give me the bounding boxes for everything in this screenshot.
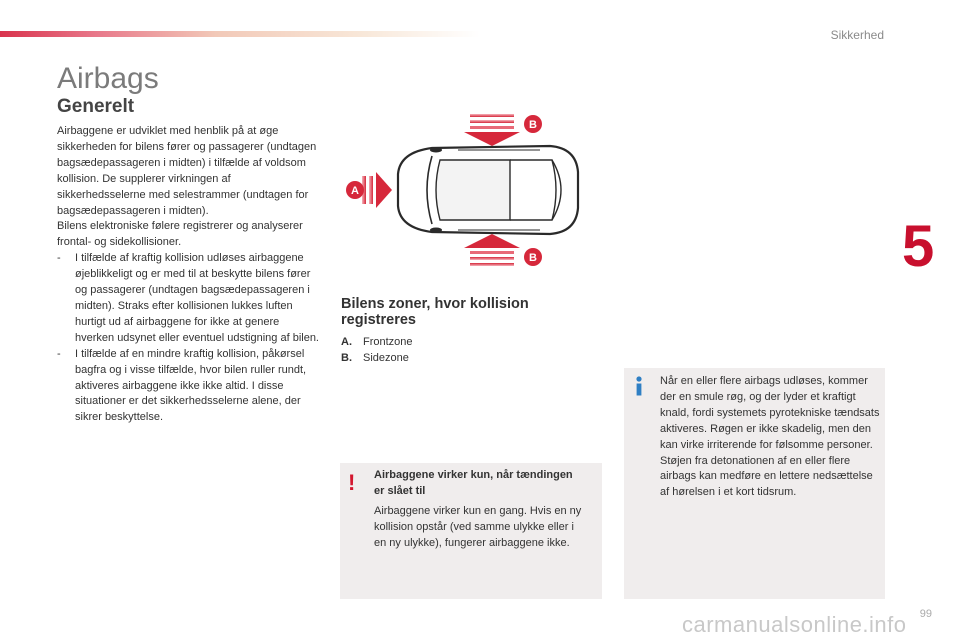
- page-title: Airbags: [57, 62, 159, 95]
- badge-label: A: [351, 185, 359, 197]
- chapter-number: 5: [902, 214, 935, 279]
- zone-label: A.: [341, 336, 352, 348]
- badge-label: B: [529, 119, 537, 131]
- bullet-marker: -: [57, 347, 61, 360]
- zone-badge-b-top: [524, 115, 542, 133]
- zone-badge-b-bottom: [524, 248, 542, 266]
- header-accent-bar: [0, 31, 480, 37]
- intro-paragraph: Airbaggene er udviklet med henblik på at øge sikkerheden for bilens fører og passagerer (undtagen bagsædepassageren i midten) i tilfælde af voldsom kollision. De supplerer virkningen af sikkerhedsselerne med selestrammer (undtagen for bagsædepassageren i midten).: [57, 125, 317, 217]
- bullet-item: [57, 347, 319, 427]
- zones-list: [341, 334, 413, 366]
- page-number: 99: [919, 608, 932, 620]
- warning-heading: Airbaggene virker kun, når tændingen er slået til: [374, 469, 573, 497]
- bullet-marker: -: [57, 252, 61, 265]
- zones-title: Bilens zoner, hvor kollision registreres: [341, 296, 529, 328]
- side-impact-arrow-bottom: [464, 234, 520, 266]
- front-impact-arrow: [362, 172, 392, 208]
- bullet-text: I tilfælde af en mindre kraftig kollision, påkørsel bagfra og i visse tilfælde, hvor bilen ruller rundt, aktiveres airbaggene ikke ikke altid. I disse situationer er det sikkerhedsselerne alene, der sikrer beskyttelse.: [75, 347, 307, 424]
- warning-icon: !: [348, 470, 356, 495]
- car-collision-zones-diagram: [340, 110, 580, 270]
- zone-text: Frontzone: [363, 336, 413, 348]
- bullet-text: I tilfælde af kraftig kollision udløses airbaggene øjeblikkeligt og er med til at beskytte bilens fører og passagerer (undtagen bagsædepassageren i midten). Straks efter kollisionen lukkes luften hurtigt ud af airbaggene for ikke at genere hverken udsynet eller eventuel udstigning af bilen.: [75, 252, 319, 344]
- info-text: Når en eller flere airbags udløses, kommer der en smule røg, og der lyder et kraftigt knald, fordi systemets pyrotekniske tændsats aktiveres. Røgen er ikke skadelig, men den kan virke irriterende for følsomme personer. Støjen fra detonationen af en eller flere airbags kan medføre en lettere nedsættelse af hørelsen i et kort tidsrum.: [660, 375, 880, 499]
- bullet-item: [57, 251, 319, 346]
- section-name: Sikkerhed: [830, 28, 884, 42]
- zone-item: [341, 350, 413, 366]
- zone-item: [341, 334, 413, 350]
- intro-text-column: [57, 124, 319, 426]
- watermark: carmanualsonline.info: [682, 612, 907, 637]
- zone-badge-a: [346, 181, 364, 199]
- section-subtitle: Generelt: [57, 96, 135, 117]
- info-icon: [634, 376, 644, 396]
- zone-label: B.: [341, 352, 352, 364]
- badge-label: B: [529, 252, 537, 264]
- car-top-view: [398, 146, 578, 234]
- warning-text: Airbaggene virker kun en gang. Hvis en ny kollision opstår (ved samme ulykke eller i en ny ulykke), fungerer airbaggene ikke.: [374, 505, 582, 549]
- intro-paragraph: Bilens elektroniske følere registrerer og analyserer frontal- og sidekollisioner.: [57, 220, 303, 249]
- zone-text: Sidezone: [363, 352, 409, 364]
- side-impact-arrow-top: [464, 114, 520, 146]
